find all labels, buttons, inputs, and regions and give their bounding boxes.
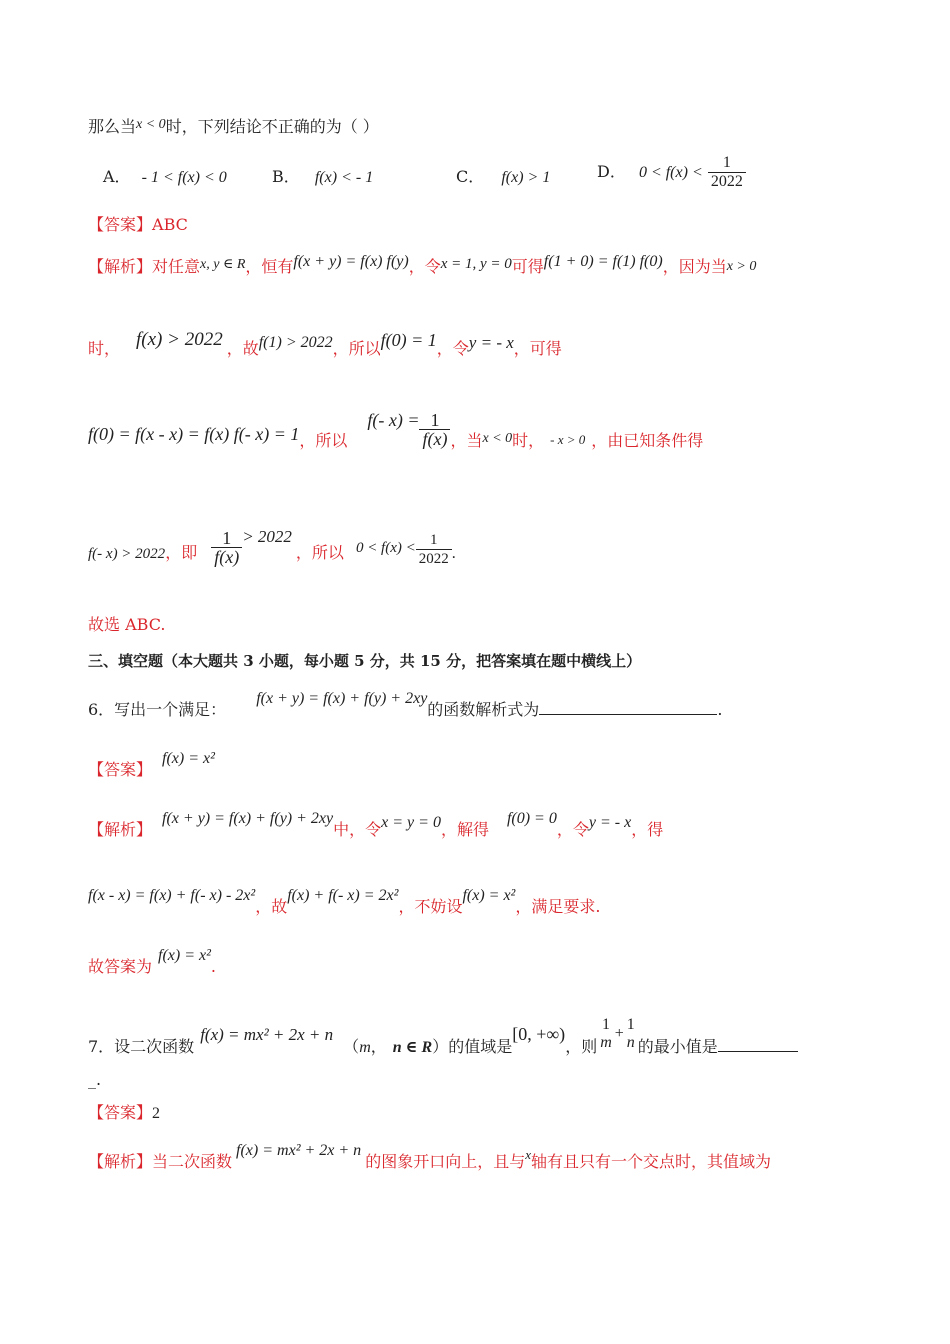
text: ，不妨设 — [398, 897, 463, 916]
answer-tag: 【答案】 — [88, 215, 153, 234]
text: ，恒有 — [245, 257, 294, 276]
option-b — [272, 167, 373, 188]
q5-analysis-line-1 — [88, 253, 757, 279]
option-math: f(x) < - 1 — [314, 169, 374, 186]
text: （ — [343, 1037, 360, 1056]
fraction-numerator: 1 — [708, 154, 746, 173]
text: . — [210, 957, 217, 976]
fraction-denominator: 2022 — [710, 173, 743, 190]
math: f(x - x) = f(x) + f(- x) - 2x² — [88, 887, 256, 904]
answer-tag: 【答案】 — [88, 760, 153, 779]
fraction-numerator: 1 — [626, 1015, 635, 1033]
answer-blank[interactable] — [718, 1037, 798, 1052]
math: f(1) > 2022 — [258, 334, 333, 351]
math: f(0) = 0 — [506, 810, 557, 827]
math: f(- x) > 2022 — [88, 546, 166, 562]
text: ，解得 — [440, 820, 489, 839]
text: ，令 — [436, 339, 469, 358]
math: f(x + y) = f(x) + f(y) + 2xy — [256, 690, 428, 707]
option-math: 0 < f(x) < — [638, 164, 703, 181]
answer-value: ABC — [152, 215, 188, 234]
text: ，所以 — [332, 339, 381, 358]
option-d — [597, 152, 746, 193]
option-letter: D． — [597, 162, 626, 181]
math: y = - x — [588, 814, 632, 831]
fraction-denominator: m — [600, 1033, 612, 1051]
fraction-denominator: 2022 — [418, 551, 449, 567]
q5-answer — [88, 215, 188, 235]
analysis-tag: 【解析】 — [88, 820, 153, 839]
option-a — [103, 167, 227, 188]
q6-analysis-line-1 — [88, 810, 664, 841]
text: 中，令 — [333, 820, 382, 839]
math: f(0) = 1 — [380, 330, 437, 350]
option-letter: B． — [272, 167, 300, 186]
q6-answer — [88, 750, 215, 781]
text: 轴有且只有一个交点时，其值域为 — [530, 1152, 771, 1171]
text: 的图象开口向上，且与 — [365, 1152, 526, 1171]
analysis-tag: 【解析】 — [88, 1152, 153, 1171]
intro-suffix: 时，下列结论不正确的为（ ） — [165, 117, 379, 136]
math: x > 0 — [726, 259, 757, 274]
math: [0, +∞) — [512, 1024, 566, 1044]
q6-analysis-line-2 — [88, 887, 601, 918]
option-c — [456, 167, 550, 188]
fraction-numerator: 1 — [211, 529, 242, 548]
math: f(x) = x² — [158, 947, 211, 964]
text: 可得 — [511, 257, 544, 276]
math: f(x + y) = f(x) + f(y) + 2xy — [162, 810, 334, 827]
fraction — [597, 1016, 615, 1052]
answer-tag: 【答案】 — [88, 1103, 153, 1122]
text: ，得 — [631, 820, 664, 839]
text: ）的值域是 — [432, 1037, 513, 1056]
text: ，则 — [565, 1037, 598, 1056]
math: x, y ∈ R — [200, 257, 246, 272]
text: ，所以 — [299, 431, 348, 450]
text: 时， — [512, 431, 545, 450]
math: f(- x) = — [367, 410, 420, 430]
math: - x > 0 — [550, 432, 586, 447]
intro-condition: x < 0 — [136, 117, 166, 132]
math: x = 1, y = 0 — [440, 256, 512, 272]
math: > 2022 — [242, 527, 292, 546]
text: ，令 — [556, 820, 589, 839]
question-intro — [88, 117, 379, 139]
math: f(x) > 2022 — [136, 329, 223, 350]
math: f(x) = x² — [462, 887, 516, 904]
fraction — [419, 411, 450, 448]
text: ，故 — [226, 339, 259, 358]
text: ， — [370, 1037, 387, 1056]
q5-analysis-line-3 — [88, 410, 704, 468]
fraction — [624, 1016, 638, 1052]
text: ，由已知条件得 — [591, 431, 704, 450]
math: n ∈ R — [392, 1039, 433, 1056]
text: ，可得 — [513, 339, 562, 358]
text: ，令 — [408, 257, 441, 276]
option-letter: A． — [103, 167, 131, 186]
math: x — [525, 1147, 531, 1162]
text: 当二次函数 — [152, 1152, 233, 1171]
math: f(x) = mx² + 2x + n — [200, 1025, 334, 1044]
math: m — [359, 1039, 371, 1056]
option-math: - 1 < f(x) < 0 — [141, 169, 227, 186]
text: . — [717, 700, 723, 719]
q5-conclusion: 故选 ABC. — [88, 615, 166, 634]
q7-stem-end: _. — [88, 1070, 102, 1089]
fraction-denominator: f(x) — [214, 547, 240, 567]
text: ，所以 — [295, 543, 344, 562]
fraction-numerator: 1 — [419, 411, 450, 430]
math: y = - x — [468, 333, 514, 352]
text: 故答案为 — [88, 957, 153, 976]
text: ，即 — [165, 543, 198, 562]
fraction-numerator: 1 — [416, 531, 452, 550]
math: f(1 + 0) = f(1) f(0) — [543, 253, 663, 270]
q7-answer — [88, 1103, 160, 1124]
q5-analysis-line-2 — [88, 329, 562, 360]
q5-analysis-line-4 — [88, 528, 456, 579]
text: 的最小值是 — [637, 1037, 718, 1056]
math: + — [614, 1025, 624, 1042]
fraction-numerator: 1 — [601, 1015, 610, 1033]
text: 7．设二次函数 — [88, 1037, 195, 1056]
text: ，故 — [255, 897, 288, 916]
intro-prefix: 那么当 — [88, 117, 137, 136]
q6-analysis-line-3 — [88, 947, 217, 978]
answer-value: 2 — [152, 1105, 161, 1122]
math: 0 < f(x) < — [355, 540, 416, 556]
math: f(0) = f(x - x) = f(x) f(- x) = 1 — [88, 424, 300, 444]
text: ，满足要求. — [515, 897, 601, 916]
answer-blank[interactable] — [539, 700, 717, 715]
text: 6．写出一个满足： — [88, 700, 227, 719]
text: 对任意 — [152, 257, 201, 276]
math: f(x) = mx² + 2x + n — [236, 1142, 362, 1159]
fraction-denominator: n — [626, 1033, 635, 1051]
option-letter: C． — [456, 167, 485, 186]
math: x < 0 — [482, 431, 513, 446]
text: 时， — [88, 339, 121, 358]
option-d-fraction — [708, 154, 746, 191]
fraction — [211, 529, 242, 566]
q6-stem — [88, 690, 723, 721]
q7-analysis-line-1 — [88, 1142, 771, 1173]
fraction — [416, 531, 452, 568]
q7-stem — [88, 1015, 798, 1068]
section-title: 三、填空题（本大题共 3 小题，每小题 5 分，共 15 分，把答案填在题中横线上） — [88, 652, 642, 670]
text: ，当 — [450, 431, 483, 450]
analysis-tag: 【解析】 — [88, 257, 153, 276]
text: 的函数解析式为 — [427, 700, 540, 719]
fraction-denominator: f(x) — [422, 429, 448, 449]
option-math: f(x) > 1 — [501, 169, 551, 186]
math: f(x) + f(- x) = 2x² — [287, 887, 399, 904]
math: f(x + y) = f(x) f(y) — [293, 253, 409, 270]
answer-value: f(x) = x² — [162, 750, 215, 767]
math: . — [451, 545, 456, 562]
math: x = y = 0 — [381, 814, 441, 831]
text: ，因为当 — [662, 257, 727, 276]
